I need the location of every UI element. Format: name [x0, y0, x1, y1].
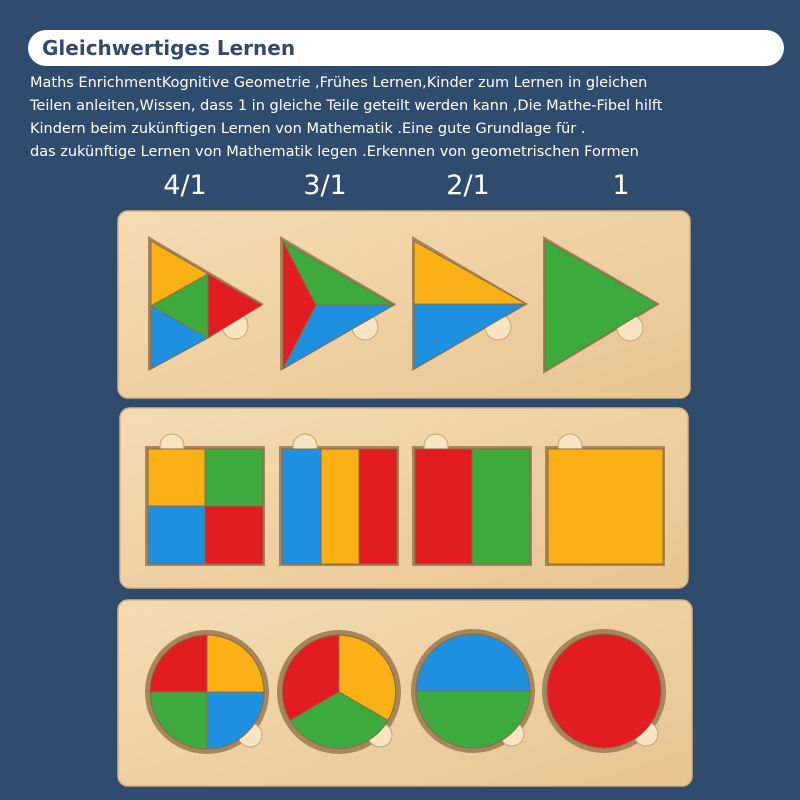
description-line: Kindern beim zukünftigen Lernen von Mathematik .Eine gute Grundlage für .: [30, 121, 586, 137]
circle-halves: [411, 629, 535, 753]
fraction-label-whole: 1: [612, 170, 630, 201]
square-quarters: [145, 434, 265, 566]
circle-quarters: [145, 630, 269, 754]
square-whole: [545, 434, 665, 566]
square-thirds: [279, 434, 399, 566]
page-title: Gleichwertiges Lernen: [42, 36, 296, 60]
description-line: Teilen anleiten,Wissen, dass 1 in gleiche Teile geteilt werden kann ,Die Mathe-Fibel hilft: [30, 98, 663, 114]
triangle-board: [118, 211, 690, 398]
circle-board: [118, 600, 692, 786]
fraction-label-quarters: 4/1: [163, 170, 207, 201]
square-board: [120, 408, 688, 588]
square-halves: [412, 434, 532, 566]
description-line: Maths EnrichmentKognitive Geometrie ,Frühes Lernen,Kinder zum Lernen in gleichen: [30, 75, 648, 91]
circle-whole: [542, 629, 666, 753]
circle-thirds: [277, 630, 401, 754]
fraction-label-thirds: 3/1: [303, 170, 347, 201]
fraction-label-halves: 2/1: [446, 170, 490, 201]
description-line: das zukünftige Lernen von Mathematik legen .Erkennen von geometrischen Formen: [30, 144, 639, 160]
